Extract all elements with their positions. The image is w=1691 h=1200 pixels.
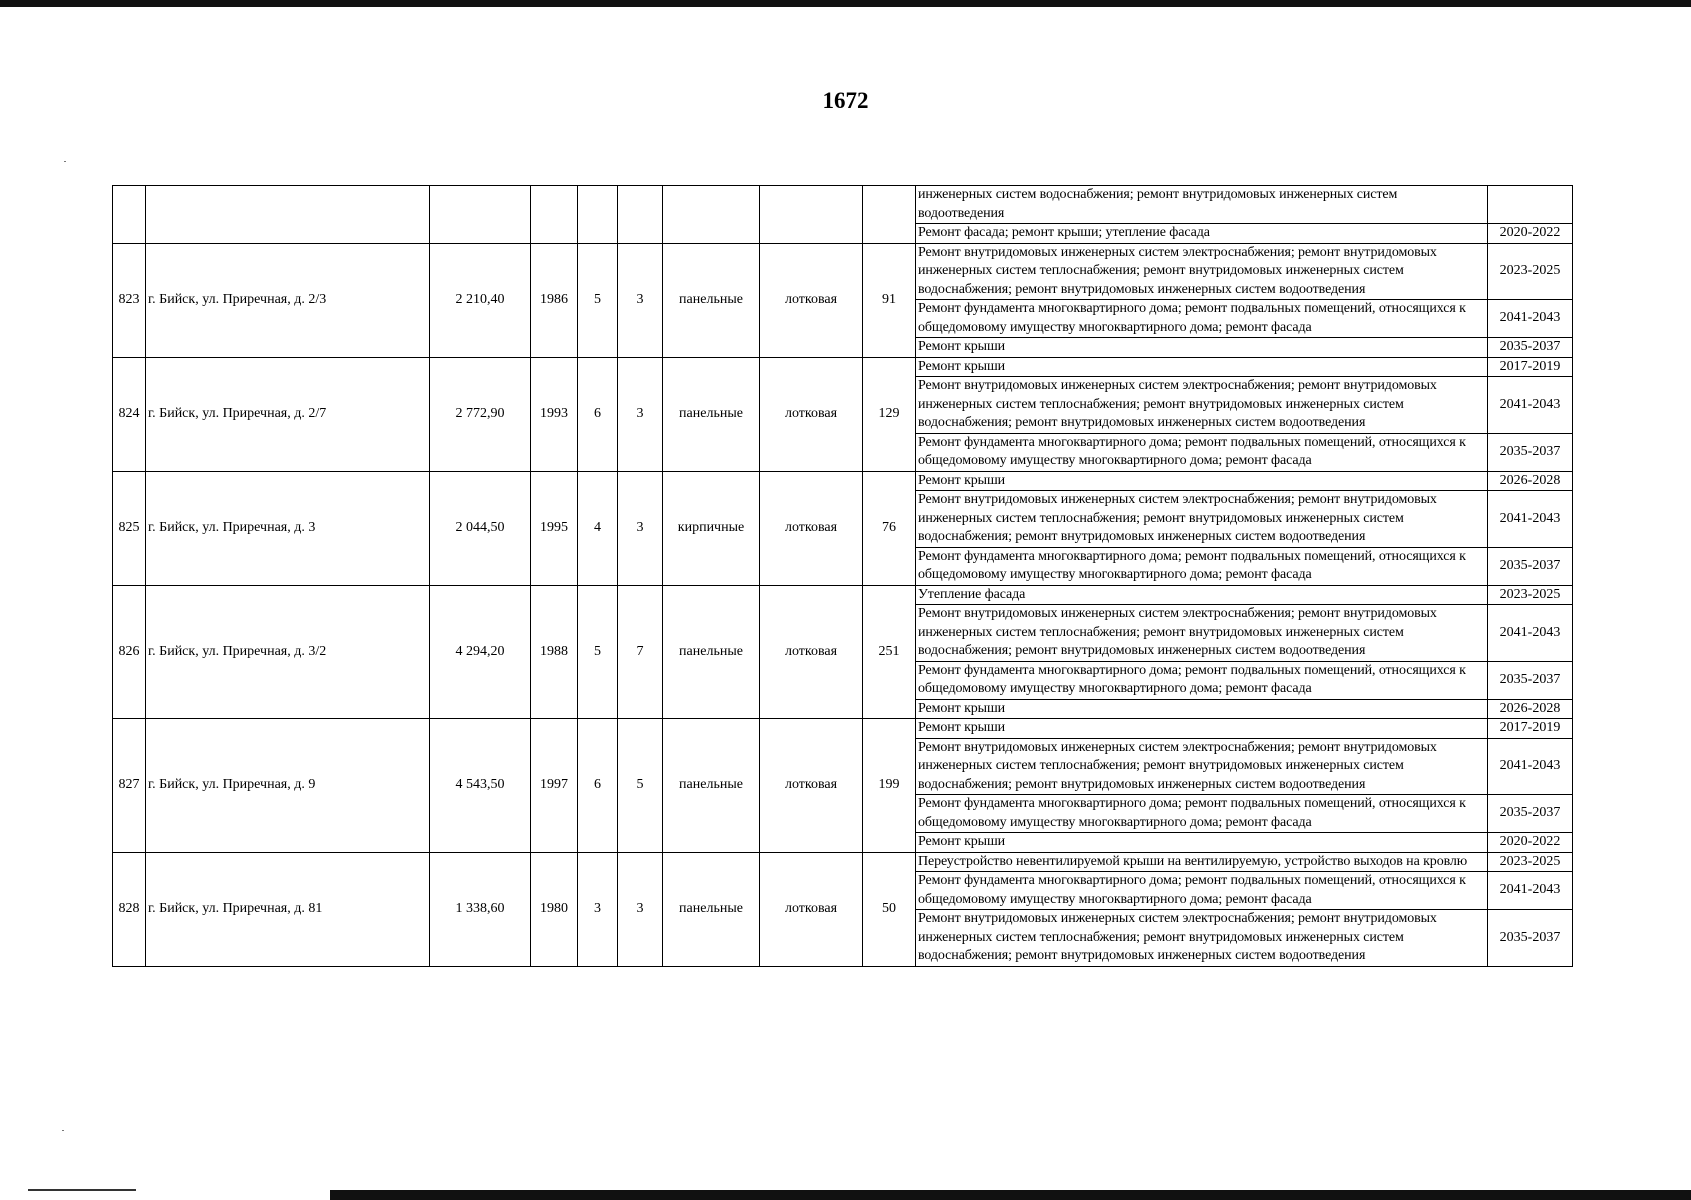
work-period-cell: 2035-2037: [1488, 795, 1573, 833]
work-period-cell: 2026-2028: [1488, 699, 1573, 719]
work-description-cell: Ремонт фундамента многоквартирного дома; ремонт подвальных помещений, относящихся к общедомовому имуществу многоквартирного дома; ремонт фасада: [916, 795, 1488, 833]
work-description-cell: Ремонт крыши: [916, 833, 1488, 853]
work-description-cell: Ремонт фундамента многоквартирного дома; ремонт подвальных помещений, относящихся к общедомовому имуществу многоквартирного дома; ремонт фасада: [916, 872, 1488, 910]
continuation-roof-type-cell: [760, 186, 863, 244]
entrances-cell: 3: [618, 852, 663, 966]
page-number: 1672: [822, 88, 869, 113]
table-row: [113, 471, 1573, 491]
roof-type-cell: лотковая: [760, 243, 863, 357]
work-description-cell: Ремонт внутридомовых инженерных систем электроснабжения; ремонт внутридомовых инженерных систем теплоснабжения; ремонт внутридомовых инженерных систем водоснабжения; ремонт внутридомовых инженерных систем водоотведения: [916, 910, 1488, 967]
work-description-cell: Ремонт крыши: [916, 338, 1488, 358]
scan-edge-bottom-left: [28, 1189, 136, 1191]
residents-cell: 91: [863, 243, 916, 357]
wall-material-cell: панельные: [663, 243, 760, 357]
work-period-cell: 2035-2037: [1488, 661, 1573, 699]
work-period-cell: 2041-2043: [1488, 300, 1573, 338]
work-period-cell: 2035-2037: [1488, 547, 1573, 585]
table-row: [113, 585, 1573, 605]
roof-type-cell: лотковая: [760, 719, 863, 853]
work-period-cell: 2017-2019: [1488, 719, 1573, 739]
work-description-cell: Ремонт внутридомовых инженерных систем электроснабжения; ремонт внутридомовых инженерных систем теплоснабжения; ремонт внутридомовых инженерных систем водоснабжения; ремонт внутридомовых инженерных систем водоотведения: [916, 605, 1488, 662]
scan-edge-bottom-right: [330, 1190, 1691, 1200]
roof-type-cell: лотковая: [760, 357, 863, 471]
house-number-cell: 826: [113, 585, 146, 719]
continuation-house-number-cell: [113, 186, 146, 244]
work-period-cell: 2026-2028: [1488, 471, 1573, 491]
work-description-cell: Ремонт внутридомовых инженерных систем электроснабжения; ремонт внутридомовых инженерных систем теплоснабжения; ремонт внутридомовых инженерных систем водоснабжения; ремонт внутридомовых инженерных систем водоотведения: [916, 377, 1488, 434]
scan-speck: [62, 1130, 64, 1131]
total-area-cell: 2 772,90: [430, 357, 531, 471]
floors-cell: 5: [578, 585, 618, 719]
entrances-cell: 7: [618, 585, 663, 719]
roof-type-cell: лотковая: [760, 585, 863, 719]
work-description-cell: Ремонт крыши: [916, 357, 1488, 377]
entrances-cell: 3: [618, 357, 663, 471]
work-description-cell: инженерных систем водоснабжения; ремонт внутридомовых инженерных систем водоотведения: [916, 186, 1488, 224]
wall-material-cell: панельные: [663, 852, 760, 966]
work-description-cell: Ремонт внутридомовых инженерных систем электроснабжения; ремонт внутридомовых инженерных систем теплоснабжения; ремонт внутридомовых инженерных систем водоснабжения; ремонт внутридомовых инженерных систем водоотведения: [916, 243, 1488, 300]
table-row: [113, 243, 1573, 300]
residents-cell: 76: [863, 471, 916, 585]
work-description-cell: Ремонт фасада; ремонт крыши; утепление фасада: [916, 224, 1488, 244]
work-description-cell: Ремонт крыши: [916, 699, 1488, 719]
address-cell: г. Бийск, ул. Приречная, д. 2/7: [146, 357, 430, 471]
work-period-cell: 2041-2043: [1488, 491, 1573, 548]
residents-cell: 129: [863, 357, 916, 471]
year-built-cell: 1995: [531, 471, 578, 585]
work-description-cell: Ремонт фундамента многоквартирного дома; ремонт подвальных помещений, относящихся к общедомовому имуществу многоквартирного дома; ремонт фасада: [916, 300, 1488, 338]
house-number-cell: 825: [113, 471, 146, 585]
residents-cell: 199: [863, 719, 916, 853]
total-area-cell: 4 294,20: [430, 585, 531, 719]
year-built-cell: 1986: [531, 243, 578, 357]
continuation-total-area-cell: [430, 186, 531, 244]
table-row: [113, 852, 1573, 872]
residents-cell: 50: [863, 852, 916, 966]
house-number-cell: 823: [113, 243, 146, 357]
address-cell: г. Бийск, ул. Приречная, д. 3: [146, 471, 430, 585]
year-built-cell: 1988: [531, 585, 578, 719]
work-period-cell: [1488, 186, 1573, 224]
residents-cell: 251: [863, 585, 916, 719]
work-description-cell: Ремонт фундамента многоквартирного дома; ремонт подвальных помещений, относящихся к общедомовому имуществу многоквартирного дома; ремонт фасада: [916, 433, 1488, 471]
address-cell: г. Бийск, ул. Приречная, д. 2/3: [146, 243, 430, 357]
total-area-cell: 1 338,60: [430, 852, 531, 966]
work-description-cell: Ремонт внутридомовых инженерных систем электроснабжения; ремонт внутридомовых инженерных систем теплоснабжения; ремонт внутридомовых инженерных систем водоснабжения; ремонт внутридомовых инженерных систем водоотведения: [916, 491, 1488, 548]
work-description-cell: Переустройство невентилируемой крыши на вентилируемую, устройство выходов на кровлю: [916, 852, 1488, 872]
wall-material-cell: панельные: [663, 585, 760, 719]
work-period-cell: 2035-2037: [1488, 338, 1573, 358]
work-description-cell: Ремонт крыши: [916, 719, 1488, 739]
wall-material-cell: кирпичные: [663, 471, 760, 585]
entrances-cell: 5: [618, 719, 663, 853]
wall-material-cell: панельные: [663, 357, 760, 471]
table-row: [113, 186, 1573, 224]
repair-schedule-table: [112, 185, 1573, 967]
floors-cell: 3: [578, 852, 618, 966]
table-row: [113, 719, 1573, 739]
work-period-cell: 2023-2025: [1488, 585, 1573, 605]
total-area-cell: 2 044,50: [430, 471, 531, 585]
roof-type-cell: лотковая: [760, 852, 863, 966]
continuation-residents-cell: [863, 186, 916, 244]
wall-material-cell: панельные: [663, 719, 760, 853]
scan-speck: [64, 161, 66, 162]
roof-type-cell: лотковая: [760, 471, 863, 585]
continuation-wall-material-cell: [663, 186, 760, 244]
entrances-cell: 3: [618, 471, 663, 585]
work-period-cell: 2041-2043: [1488, 605, 1573, 662]
work-period-cell: 2020-2022: [1488, 833, 1573, 853]
work-description-cell: Ремонт фундамента многоквартирного дома; ремонт подвальных помещений, относящихся к общедомовому имуществу многоквартирного дома; ремонт фасада: [916, 661, 1488, 699]
work-description-cell: Ремонт внутридомовых инженерных систем электроснабжения; ремонт внутридомовых инженерных систем теплоснабжения; ремонт внутридомовых инженерных систем водоснабжения; ремонт внутридомовых инженерных систем водоотведения: [916, 738, 1488, 795]
house-number-cell: 827: [113, 719, 146, 853]
floors-cell: 6: [578, 719, 618, 853]
address-cell: г. Бийск, ул. Приречная, д. 81: [146, 852, 430, 966]
floors-cell: 4: [578, 471, 618, 585]
work-period-cell: 2041-2043: [1488, 377, 1573, 434]
floors-cell: 6: [578, 357, 618, 471]
work-description-cell: Ремонт фундамента многоквартирного дома; ремонт подвальных помещений, относящихся к общедомовому имуществу многоквартирного дома; ремонт фасада: [916, 547, 1488, 585]
continuation-floors-cell: [578, 186, 618, 244]
table-body: [113, 186, 1573, 967]
entrances-cell: 3: [618, 243, 663, 357]
work-period-cell: 2023-2025: [1488, 243, 1573, 300]
house-number-cell: 828: [113, 852, 146, 966]
year-built-cell: 1997: [531, 719, 578, 853]
continuation-year-built-cell: [531, 186, 578, 244]
work-description-cell: Ремонт крыши: [916, 471, 1488, 491]
work-period-cell: 2041-2043: [1488, 872, 1573, 910]
work-period-cell: 2020-2022: [1488, 224, 1573, 244]
address-cell: г. Бийск, ул. Приречная, д. 9: [146, 719, 430, 853]
work-period-cell: 2023-2025: [1488, 852, 1573, 872]
total-area-cell: 2 210,40: [430, 243, 531, 357]
continuation-entrances-cell: [618, 186, 663, 244]
work-period-cell: 2035-2037: [1488, 433, 1573, 471]
total-area-cell: 4 543,50: [430, 719, 531, 853]
scan-edge-top: [0, 0, 1691, 7]
work-period-cell: 2017-2019: [1488, 357, 1573, 377]
year-built-cell: 1993: [531, 357, 578, 471]
work-period-cell: 2041-2043: [1488, 738, 1573, 795]
floors-cell: 5: [578, 243, 618, 357]
year-built-cell: 1980: [531, 852, 578, 966]
work-period-cell: 2035-2037: [1488, 910, 1573, 967]
house-number-cell: 824: [113, 357, 146, 471]
continuation-address-cell: [146, 186, 430, 244]
address-cell: г. Бийск, ул. Приречная, д. 3/2: [146, 585, 430, 719]
table-row: [113, 357, 1573, 377]
work-description-cell: Утепление фасада: [916, 585, 1488, 605]
